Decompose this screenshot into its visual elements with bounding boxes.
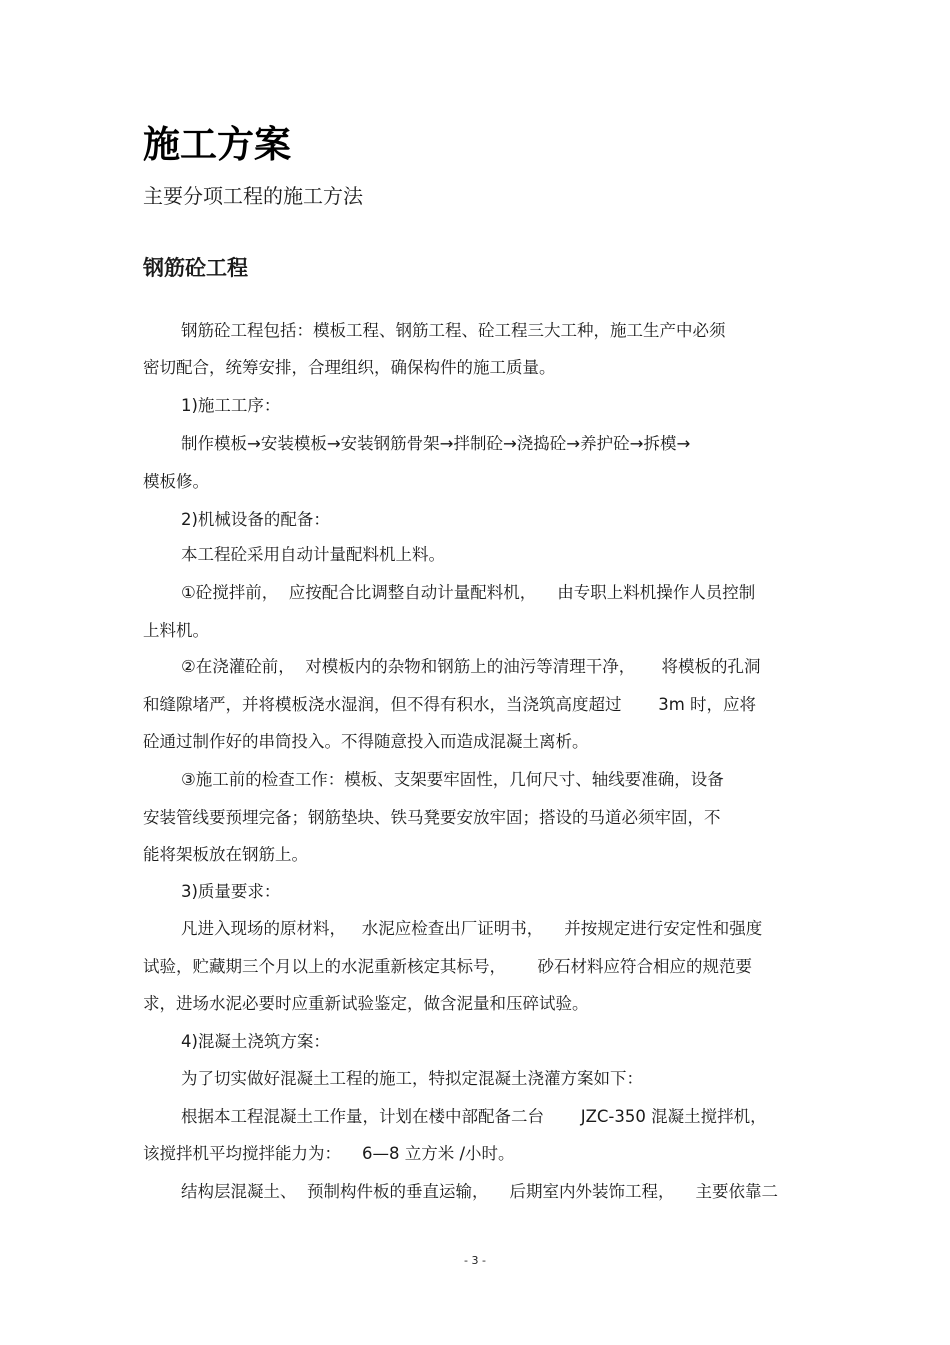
body-line: 密切配合，统筹安排，合理组织，确保构件的施工质量。 [143,358,556,377]
body-line: 根据本工程混凝土工作量，计划在楼中部配备二台 JZC-350 混凝土搅拌机， [181,1107,767,1126]
body-line: 本工程砼采用自动计量配料机上料。 [181,545,445,564]
body-line: 求，进场水泥必要时应重新试验鉴定，做含泥量和压碎试验。 [143,994,589,1013]
body-line: 和缝隙堵严，并将模板浇水湿润，但不得有积水，当浇筑高度超过 3m 时，应将 [143,695,757,714]
body-line: 安装管线要预埋完备；钢筋垫块、铁马凳要安放牢固；搭设的马道必须牢固，不 [143,808,721,827]
body-line: 4)混凝土浇筑方案： [181,1032,330,1051]
body-line: 结构层混凝土、 预制构件板的垂直运输， 后期室内外装饰工程， 主要依靠二 [181,1182,778,1201]
body-line: 能将架板放在钢筋上。 [143,845,308,864]
document-title: 施工方案 [143,122,291,166]
body-line: ①砼搅拌前， 应按配合比调整自动计量配料机， 由专职上料机操作人员控制 [181,583,756,602]
body-line: 试验，贮藏期三个月以上的水泥重新核定其标号， 砂石材料应符合相应的规范要 [143,957,752,976]
body-line: 为了切实做好混凝土工程的施工，特拟定混凝土浇灌方案如下： [181,1069,643,1088]
body-line: 2)机械设备的配备： [181,510,330,529]
body-line: ③施工前的检查工作：模板、支架要牢固性，几何尺寸、轴线要准确，设备 [181,770,724,789]
body-line: ②在浇灌砼前， 对模板内的杂物和钢筋上的油污等清理干净， 将模板的孔洞 [181,657,761,676]
document-subtitle: 主要分项工程的施工方法 [143,184,363,208]
body-line: 钢筋砼工程包括：模板工程、钢筋工程、砼工程三大工种，施工生产中必须 [181,321,726,340]
body-line: 模板修。 [143,472,209,491]
body-line: 该搅拌机平均搅拌能力为： 6—8 立方米 /小时。 [143,1144,515,1163]
body-line: 制作模板→安装模板→安装钢筋骨架→拌制砼→浇捣砼→养护砼→拆模→ [181,434,691,453]
section-heading: 钢筋砼工程 [143,255,248,280]
body-line: 上料机。 [143,621,209,640]
page-number: - 3 - [464,1254,486,1267]
body-line: 3)质量要求： [181,882,281,901]
body-line: 1)施工工序： [181,396,281,415]
body-line: 凡进入现场的原材料， 水泥应检查出厂证明书， 并按规定进行安定性和强度 [181,919,763,938]
body-line: 砼通过制作好的串筒投入。不得随意投入而造成混凝土离析。 [143,732,589,751]
